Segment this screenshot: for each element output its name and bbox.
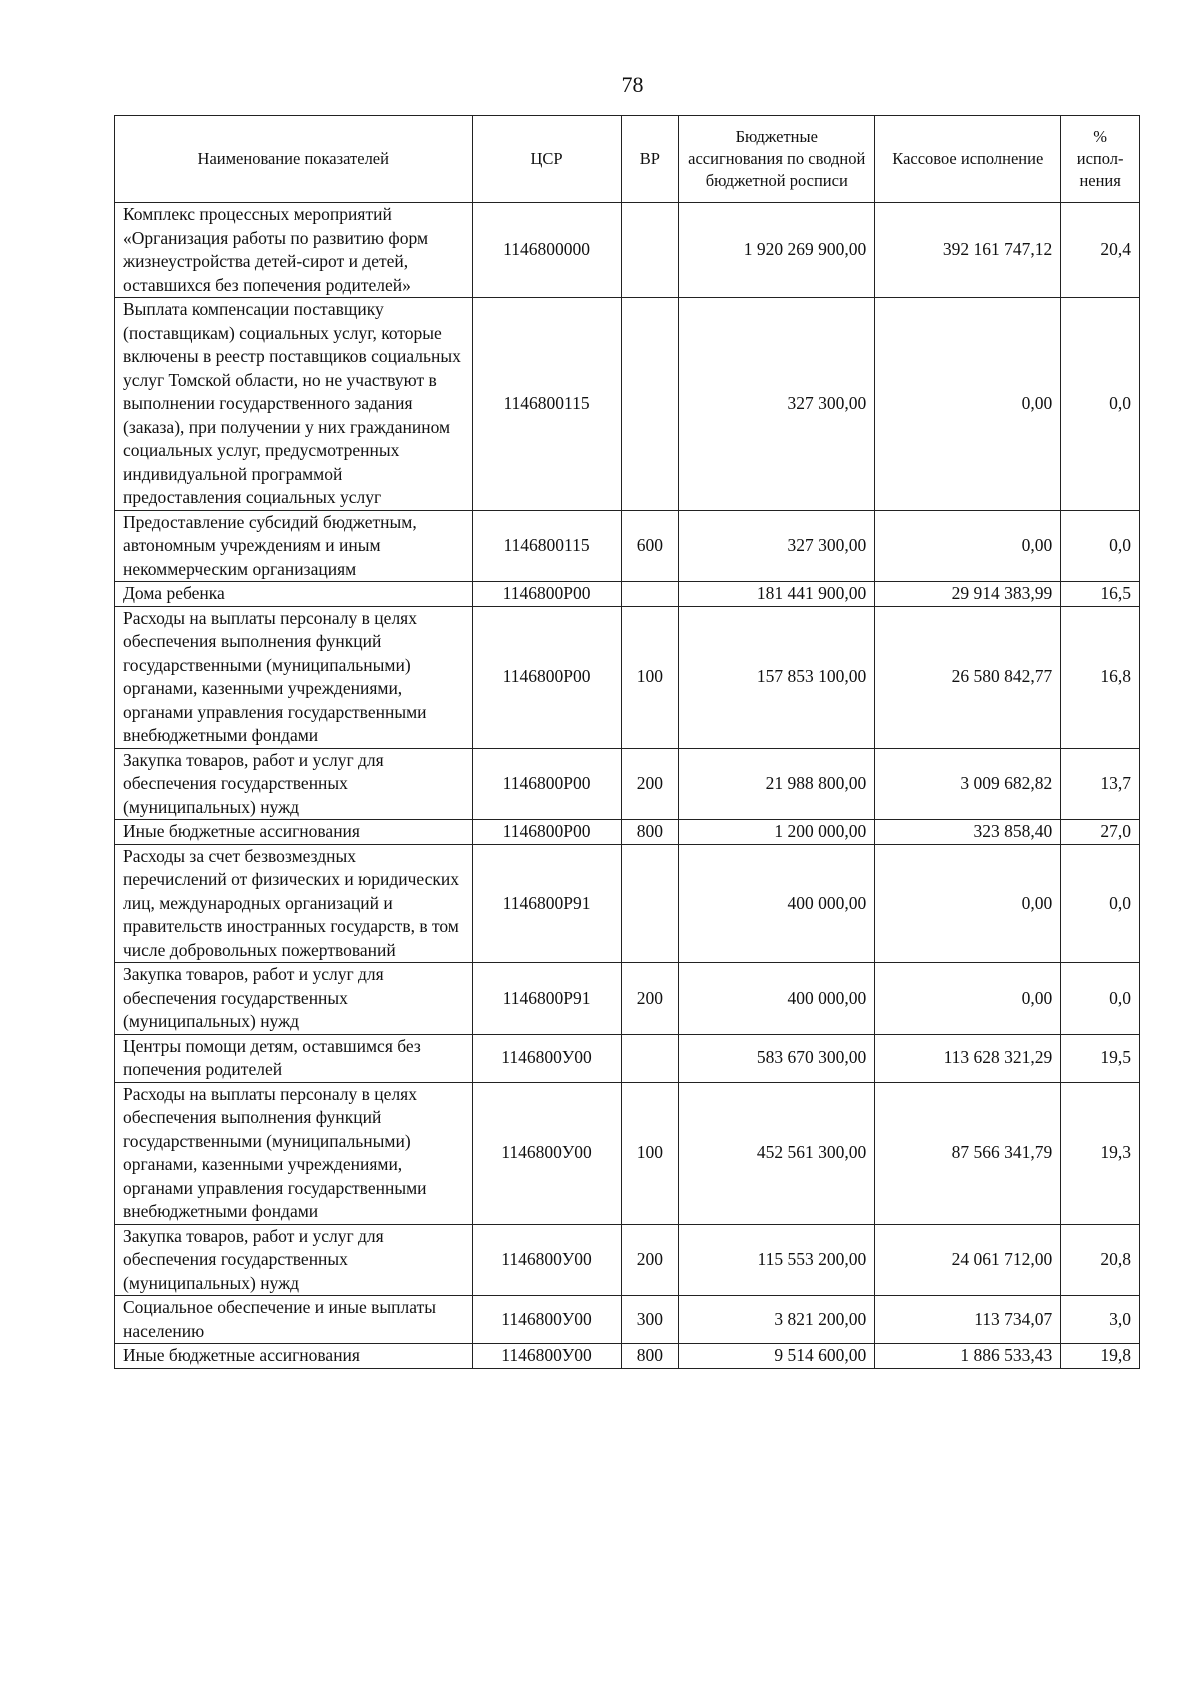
header-csr: ЦСР xyxy=(472,116,621,203)
row-execution-percent: 0,0 xyxy=(1061,963,1140,1035)
row-csr: 1146800У00 xyxy=(472,1224,621,1296)
row-budget-allocation: 115 553 200,00 xyxy=(679,1224,875,1296)
table-row xyxy=(115,203,1140,298)
row-vr: 800 xyxy=(621,1344,679,1369)
row-vr: 100 xyxy=(621,1082,679,1224)
row-csr: 1146800У00 xyxy=(472,1296,621,1344)
row-name: Закупка товаров, работ и услуг для обеспечения государственных (муниципальных) нужд xyxy=(115,1224,473,1296)
row-cash-execution: 0,00 xyxy=(875,963,1061,1035)
row-budget-allocation: 3 821 200,00 xyxy=(679,1296,875,1344)
row-vr xyxy=(621,203,679,298)
row-execution-percent: 19,3 xyxy=(1061,1082,1140,1224)
header-cash: Кассовое исполнение xyxy=(875,116,1061,203)
row-name: Предоставление субсидий бюджетным, автономным учреждениям и иным некоммерческим организациям xyxy=(115,510,473,582)
row-name: Иные бюджетные ассигнования xyxy=(115,820,473,845)
header-pct: % испол-нения xyxy=(1061,116,1140,203)
row-vr: 200 xyxy=(621,1224,679,1296)
row-vr: 800 xyxy=(621,820,679,845)
row-cash-execution: 1 886 533,43 xyxy=(875,1344,1061,1369)
table-row xyxy=(115,844,1140,963)
row-vr xyxy=(621,1034,679,1082)
row-budget-allocation: 452 561 300,00 xyxy=(679,1082,875,1224)
row-cash-execution: 0,00 xyxy=(875,844,1061,963)
table-row xyxy=(115,1034,1140,1082)
row-execution-percent: 0,0 xyxy=(1061,298,1140,511)
row-budget-allocation: 1 200 000,00 xyxy=(679,820,875,845)
row-cash-execution: 3 009 682,82 xyxy=(875,748,1061,820)
row-vr: 200 xyxy=(621,963,679,1035)
row-name: Комплекс процессных мероприятий «Организация работы по развитию форм жизнеустройства детей-сирот и детей, оставшихся без попечения родителей» xyxy=(115,203,473,298)
row-vr xyxy=(621,844,679,963)
table-row xyxy=(115,1224,1140,1296)
row-budget-allocation: 583 670 300,00 xyxy=(679,1034,875,1082)
table-body xyxy=(115,203,1140,1369)
table-row xyxy=(115,606,1140,748)
row-vr: 200 xyxy=(621,748,679,820)
row-cash-execution: 29 914 383,99 xyxy=(875,582,1061,607)
row-cash-execution: 24 061 712,00 xyxy=(875,1224,1061,1296)
row-name: Расходы на выплаты персоналу в целях обеспечения выполнения функций государственными (муниципальными) органами, казенными учреждениями, органами управления государственными внебюджетными фондами xyxy=(115,606,473,748)
row-csr: 1146800Р91 xyxy=(472,963,621,1035)
table-header-row xyxy=(115,116,1140,203)
row-execution-percent: 0,0 xyxy=(1061,510,1140,582)
row-csr: 1146800У00 xyxy=(472,1344,621,1369)
row-name: Иные бюджетные ассигнования xyxy=(115,1344,473,1369)
row-csr: 1146800Р00 xyxy=(472,820,621,845)
table-row xyxy=(115,1082,1140,1224)
row-budget-allocation: 21 988 800,00 xyxy=(679,748,875,820)
row-execution-percent: 0,0 xyxy=(1061,844,1140,963)
row-budget-allocation: 9 514 600,00 xyxy=(679,1344,875,1369)
row-budget-allocation: 1 920 269 900,00 xyxy=(679,203,875,298)
row-cash-execution: 113 734,07 xyxy=(875,1296,1061,1344)
row-budget-allocation: 157 853 100,00 xyxy=(679,606,875,748)
table-row xyxy=(115,510,1140,582)
row-budget-allocation: 400 000,00 xyxy=(679,963,875,1035)
row-execution-percent: 13,7 xyxy=(1061,748,1140,820)
budget-execution-table xyxy=(114,115,1140,1369)
table-row xyxy=(115,748,1140,820)
row-budget-allocation: 181 441 900,00 xyxy=(679,582,875,607)
row-cash-execution: 392 161 747,12 xyxy=(875,203,1061,298)
row-vr: 600 xyxy=(621,510,679,582)
row-csr: 1146800115 xyxy=(472,510,621,582)
header-budget: Бюджетные ассигнования по сводной бюджетной росписи xyxy=(679,116,875,203)
row-cash-execution: 0,00 xyxy=(875,298,1061,511)
row-vr xyxy=(621,582,679,607)
row-vr: 300 xyxy=(621,1296,679,1344)
row-execution-percent: 20,4 xyxy=(1061,203,1140,298)
row-csr: 1146800000 xyxy=(472,203,621,298)
row-name: Расходы за счет безвозмездных перечислений от физических и юридических лиц, международных организаций и правительств иностранных государств, в том числе добровольных пожертвований xyxy=(115,844,473,963)
table-row xyxy=(115,963,1140,1035)
page-number: 78 xyxy=(621,72,644,97)
row-execution-percent: 3,0 xyxy=(1061,1296,1140,1344)
row-name: Закупка товаров, работ и услуг для обеспечения государственных (муниципальных) нужд xyxy=(115,963,473,1035)
table-row xyxy=(115,1344,1140,1369)
table-row xyxy=(115,582,1140,607)
table-row xyxy=(115,298,1140,511)
row-csr: 1146800У00 xyxy=(472,1082,621,1224)
row-csr: 1146800Р00 xyxy=(472,582,621,607)
row-name: Социальное обеспечение и иные выплаты населению xyxy=(115,1296,473,1344)
row-cash-execution: 87 566 341,79 xyxy=(875,1082,1061,1224)
header-name: Наименование показателей xyxy=(115,116,473,203)
table-row xyxy=(115,1296,1140,1344)
row-name: Закупка товаров, работ и услуг для обеспечения государственных (муниципальных) нужд xyxy=(115,748,473,820)
header-vr: ВР xyxy=(621,116,679,203)
row-csr: 1146800115 xyxy=(472,298,621,511)
row-vr: 100 xyxy=(621,606,679,748)
row-vr xyxy=(621,298,679,511)
row-csr: 1146800Р91 xyxy=(472,844,621,963)
row-budget-allocation: 400 000,00 xyxy=(679,844,875,963)
row-cash-execution: 113 628 321,29 xyxy=(875,1034,1061,1082)
row-csr: 1146800У00 xyxy=(472,1034,621,1082)
row-cash-execution: 26 580 842,77 xyxy=(875,606,1061,748)
row-execution-percent: 19,5 xyxy=(1061,1034,1140,1082)
row-execution-percent: 27,0 xyxy=(1061,820,1140,845)
row-name: Центры помощи детям, оставшимся без попечения родителей xyxy=(115,1034,473,1082)
row-execution-percent: 19,8 xyxy=(1061,1344,1140,1369)
row-cash-execution: 0,00 xyxy=(875,510,1061,582)
row-cash-execution: 323 858,40 xyxy=(875,820,1061,845)
row-execution-percent: 16,8 xyxy=(1061,606,1140,748)
row-execution-percent: 20,8 xyxy=(1061,1224,1140,1296)
row-csr: 1146800Р00 xyxy=(472,606,621,748)
row-name: Выплата компенсации поставщику (поставщикам) социальных услуг, которые включены в реестр поставщиков социальных услуг Томской области, но не участвуют в выполнении государственного задания (заказа), при получении у них гражданином социальных услуг, предусмотренных индивидуальной программой предоставления социальных услуг xyxy=(115,298,473,511)
row-budget-allocation: 327 300,00 xyxy=(679,298,875,511)
row-budget-allocation: 327 300,00 xyxy=(679,510,875,582)
row-execution-percent: 16,5 xyxy=(1061,582,1140,607)
row-name: Дома ребенка xyxy=(115,582,473,607)
row-name: Расходы на выплаты персоналу в целях обеспечения выполнения функций государственными (муниципальными) органами, казенными учреждениями, органами управления государственными внебюджетными фондами xyxy=(115,1082,473,1224)
table-row xyxy=(115,820,1140,845)
row-csr: 1146800Р00 xyxy=(472,748,621,820)
